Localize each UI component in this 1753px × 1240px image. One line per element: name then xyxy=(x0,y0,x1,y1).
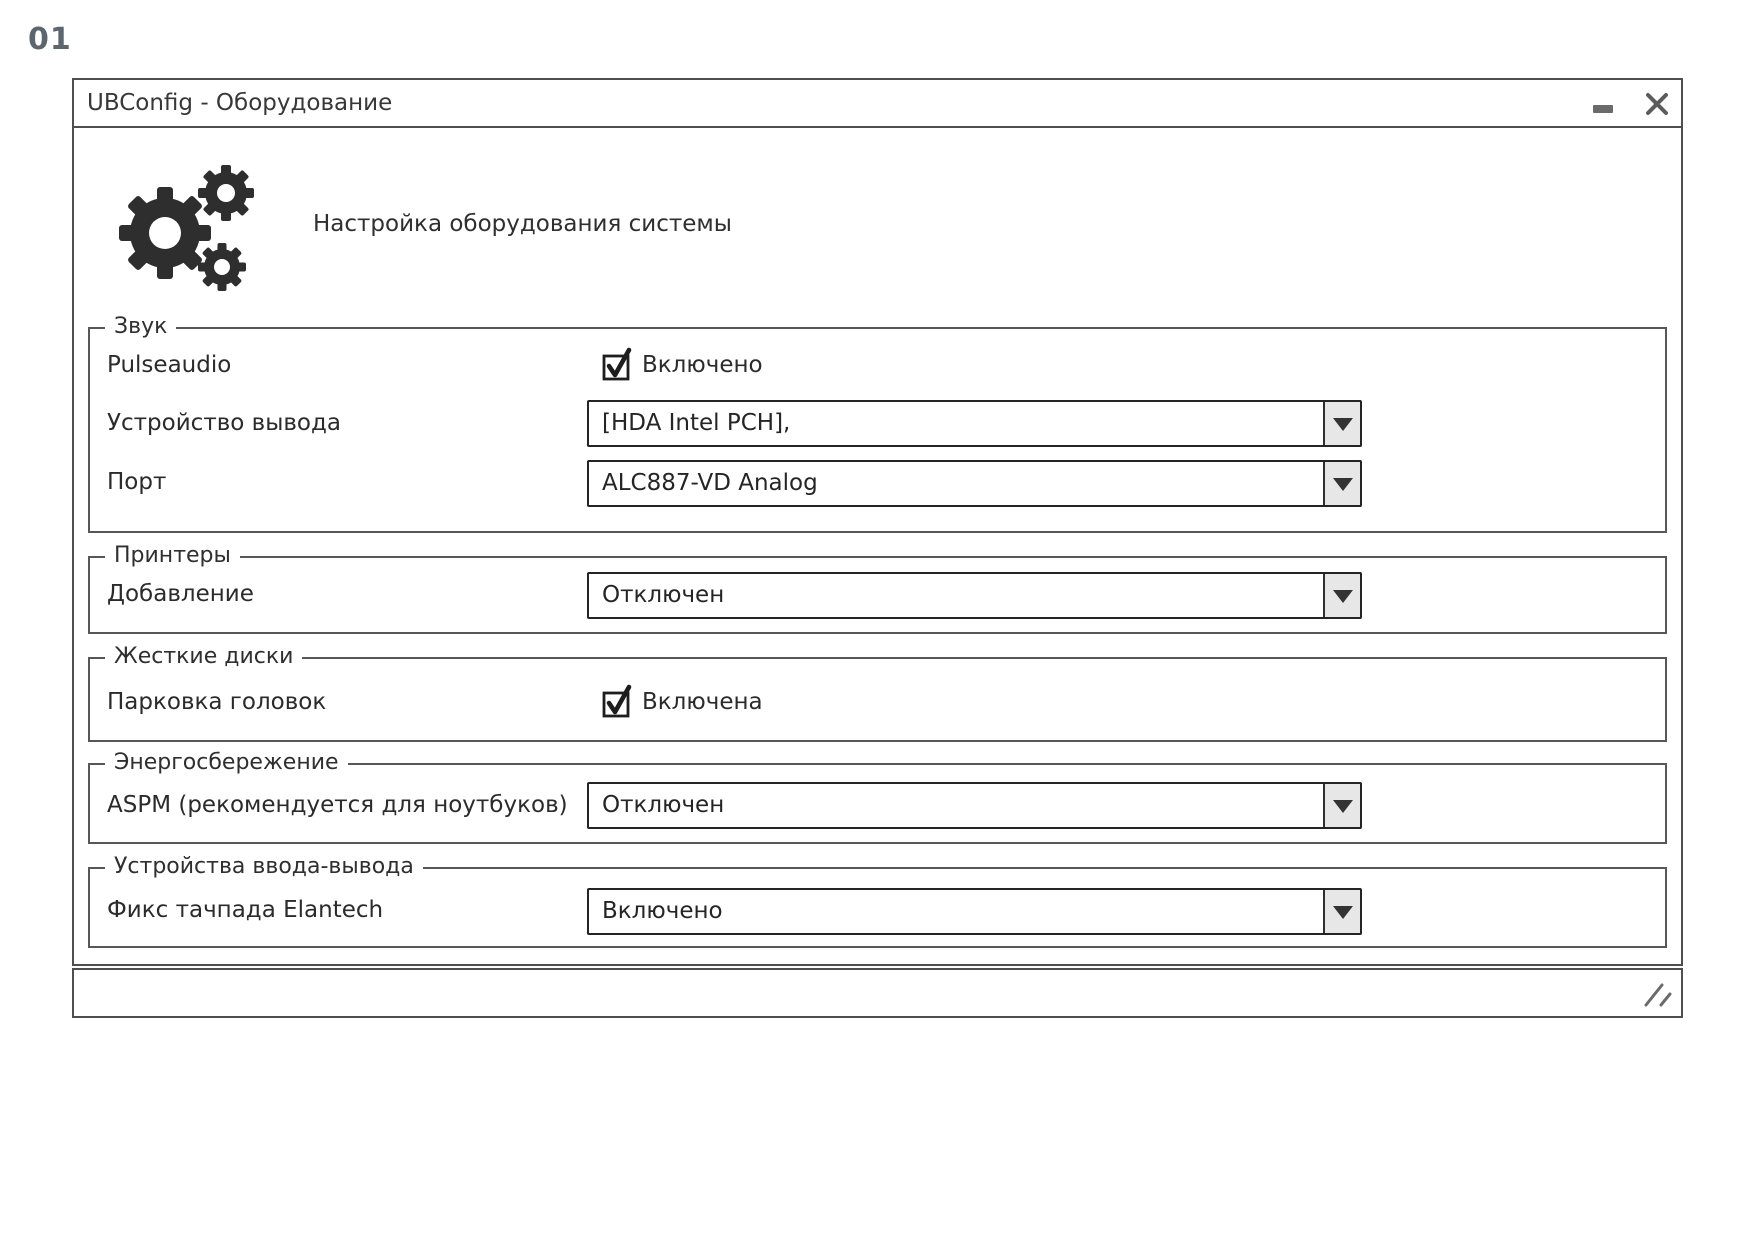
printer-adding-label: Добавление xyxy=(107,581,254,607)
page-title: Настройка оборудования системы xyxy=(313,211,732,237)
printer-adding-dropdown[interactable] xyxy=(587,572,1362,619)
head-parking-checkbox-label: Включена xyxy=(642,689,763,715)
output-device-value: [HDA Intel PCH], xyxy=(602,410,791,436)
head-parking-label: Парковка головок xyxy=(107,689,327,715)
chevron-down-icon xyxy=(1333,800,1353,813)
port-value: ALC887-VD Analog xyxy=(602,470,818,496)
aspm-dropdown[interactable] xyxy=(587,782,1362,829)
output-device-dropdown[interactable] xyxy=(587,400,1362,447)
chevron-down-icon xyxy=(1333,906,1353,919)
chevron-down-icon xyxy=(1333,590,1353,603)
chevron-down-icon xyxy=(1333,478,1353,491)
close-icon[interactable] xyxy=(1644,91,1670,117)
aspm-value: Отключен xyxy=(602,792,725,818)
output-device-label: Устройство вывода xyxy=(107,410,341,436)
gears-icon xyxy=(108,148,258,293)
elantech-fix-dropdown[interactable] xyxy=(587,888,1362,935)
ubconfig-window xyxy=(72,78,1683,966)
pulseaudio-checkbox-label: Включено xyxy=(642,352,763,378)
section-hard-disks-legend: Жесткие диски xyxy=(105,644,302,669)
window-title-bar xyxy=(74,80,1681,128)
window-title: UBConfig - Оборудование xyxy=(87,90,393,116)
port-dropdown[interactable] xyxy=(587,460,1362,507)
section-power-saving-legend: Энергосбережение xyxy=(105,750,348,775)
figure-number-label: 01 xyxy=(28,22,72,57)
pulseaudio-checkbox-checked-icon[interactable] xyxy=(600,346,634,382)
chevron-down-icon xyxy=(1333,418,1353,431)
section-sound-legend: Звук xyxy=(105,314,176,339)
aspm-dropdown-button[interactable] xyxy=(1323,784,1360,827)
resize-grip-icon[interactable] xyxy=(1641,982,1673,1008)
elantech-fix-label: Фикс тачпада Elantech xyxy=(107,897,384,923)
printer-adding-value: Отключен xyxy=(602,582,725,608)
section-printers-legend: Принтеры xyxy=(105,543,240,568)
aspm-label: ASPM (рекомендуется для ноутбуков) xyxy=(107,792,568,818)
minimize-icon[interactable] xyxy=(1593,105,1613,113)
output-device-dropdown-button[interactable] xyxy=(1323,402,1360,445)
port-dropdown-button[interactable] xyxy=(1323,462,1360,505)
port-label: Порт xyxy=(107,469,167,495)
elantech-fix-dropdown-button[interactable] xyxy=(1323,890,1360,933)
printer-adding-dropdown-button[interactable] xyxy=(1323,574,1360,617)
head-parking-checkbox-checked-icon[interactable] xyxy=(600,683,634,719)
pulseaudio-label: Pulseaudio xyxy=(107,352,232,378)
status-bar xyxy=(72,968,1683,1018)
section-io-devices-legend: Устройства ввода-вывода xyxy=(105,854,423,879)
elantech-fix-value: Включено xyxy=(602,898,723,924)
